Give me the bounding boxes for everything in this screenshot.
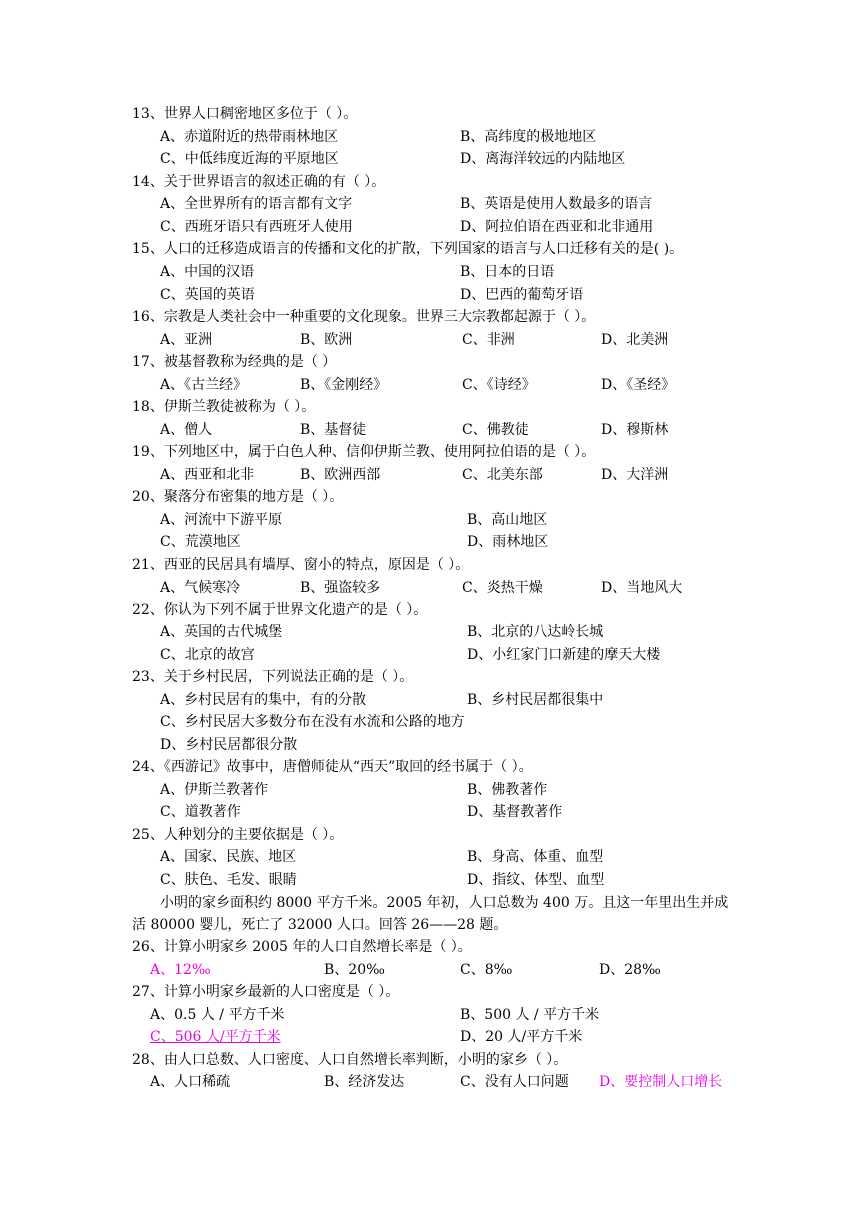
q22-option-b: B、北京的八达岭长城 [467,624,604,640]
q26-option-d: D、28‰ [599,962,661,978]
q17-option-c: C、《诗经》 [462,377,536,393]
q20-option-d: D、雨林地区 [467,534,549,550]
question-20: 20、聚落分布密集的地方是（ ）。 [132,489,344,505]
q23-option-d: D、乡村民居都很分散 [160,737,298,753]
q27-option-c: C、506 人/平方千米 [150,1029,281,1045]
q20-option-a: A、河流中下游平原 [160,512,283,528]
q26-option-b: B、20‰ [324,962,385,978]
q22-option-d: D、小红家门口新建的摩天大楼 [467,647,661,663]
q19-option-c: C、北美东部 [462,467,543,483]
q25-option-a: A、国家、民族、地区 [160,849,297,865]
q17-option-b: B、《金刚经》 [300,377,388,393]
q20-option-c: C、荒漠地区 [160,534,241,550]
question-13: 13、世界人口稠密地区多位于（ ）。 [132,106,358,122]
q15-option-a: A、中国的汉语 [160,264,255,280]
question-23: 23、关于乡村民居，下列说法正确的是（ ）。 [132,669,414,685]
q24-option-b: B、佛教著作 [467,782,548,798]
question-16: 16、宗教是人类社会中一种重要的文化现象。世界三大宗教都起源于（ ）。 [132,309,596,325]
q23-option-a: A、乡村民居有的集中，有的分散 [160,692,367,708]
q28-option-b: B、经济发达 [324,1074,405,1090]
q14-option-c: C、西班牙语只有西班牙人使用 [160,219,353,235]
q16-option-d: D、北美洲 [601,332,669,348]
q16-option-a: A、亚洲 [160,332,213,348]
question-19: 19、下列地区中，属于白色人种、信仰伊斯兰教、使用阿拉伯语的是（ ）。 [132,444,596,460]
q25-option-c: C、肤色、毛发、眼睛 [160,872,297,888]
q13-option-c: C、中低纬度近海的平原地区 [160,151,339,167]
question-28: 28、由人口总数、人口密度、人口自然增长率判断，小明的家乡（ ）。 [132,1052,568,1068]
q14-option-a: A、全世界所有的语言都有文字 [160,196,353,212]
reading-passage: 小明的家乡面积约 8000 平方千米。2005 年初，人口总数为 400 万。且这一年里出生并成活 80000 婴儿，死亡了 32000 人口。回答 26——28 题。 [132,895,729,933]
q25-option-b: B、身高、体重、血型 [467,849,604,865]
q24-option-a: A、伊斯兰教著作 [160,782,269,798]
q23-option-b: B、乡村民居都很集中 [467,692,604,708]
q20-option-b: B、高山地区 [467,512,548,528]
q21-option-c: C、炎热干燥 [462,580,543,596]
q19-option-a: A、西亚和北非 [160,467,255,483]
q18-option-a: A、僧人 [160,422,213,438]
q15-option-c: C、英国的英语 [160,287,255,303]
q22-option-c: C、北京的故宫 [160,647,255,663]
question-15: 15、人口的迁移造成语言的传播和文化的扩散，下列国家的语言与人口迁移有关的是( )。 [132,241,684,257]
q16-option-c: C、非洲 [462,332,515,348]
question-14: 14、关于世界语言的叙述正确的有（ ）。 [132,174,386,190]
q18-option-c: C、佛教徒 [462,422,529,438]
q28-option-d: D、要控制人口增长 [599,1074,723,1090]
q13-option-b: B、高纬度的极地地区 [460,129,597,145]
q21-option-d: D、当地风大 [601,580,683,596]
q24-option-d: D、基督教著作 [467,804,563,820]
q27-option-b: B、500 人 / 平方千米 [460,1007,600,1023]
q21-option-b: B、强盗较多 [300,580,381,596]
question-21: 21、西亚的民居具有墙厚、窗小的特点，原因是（ ）。 [132,557,470,573]
q15-option-d: D、巴西的葡萄牙语 [460,287,584,303]
q23-option-c: C、乡村民居大多数分布在没有水流和公路的地方 [160,714,465,730]
q16-option-b: B、欧洲 [300,332,353,348]
q25-option-d: D、指纹、体型、血型 [467,872,605,888]
q19-option-b: B、欧洲西部 [300,467,381,483]
q21-option-a: A、气候寒冷 [160,580,241,596]
q27-option-a: A、0.5 人 / 平方千米 [150,1007,285,1023]
question-26: 26、计算小明家乡 2005 年的人口自然增长率是（ ）。 [132,939,472,955]
q28-option-a: A、人口稀疏 [150,1074,231,1090]
q17-option-d: D、《圣经》 [601,377,676,393]
question-18: 18、伊斯兰教徒被称为（ ）。 [132,399,316,415]
q18-option-b: B、基督徒 [300,422,367,438]
q19-option-d: D、大洋洲 [601,467,669,483]
q24-option-c: C、道教著作 [160,804,241,820]
q13-option-a: A、赤道附近的热带雨林地区 [160,129,339,145]
question-24: 24、《西游记》故事中，唐僧师徒从“西天”取回的经书属于（ ）。 [132,759,533,775]
q14-option-d: D、阿拉伯语在西亚和北非通用 [460,219,654,235]
question-25: 25、人种划分的主要依据是（ ）。 [132,827,344,843]
q14-option-b: B、英语是使用人数最多的语言 [460,196,653,212]
q27-option-d: D、20 人/平方千米 [460,1029,583,1045]
q28-option-c: C、没有人口问题 [460,1074,569,1090]
q15-option-b: B、日本的日语 [460,264,555,280]
q18-option-d: D、穆斯林 [601,422,669,438]
q17-option-a: A、《古兰经》 [160,377,248,393]
question-27: 27、计算小明家乡最新的人口密度是（ ）。 [132,984,400,1000]
q22-option-a: A、英国的古代城堡 [160,624,283,640]
q26-option-a: A、12‰ [150,962,211,978]
question-17: 17、被基督教称为经典的是（ ） [132,354,337,370]
q13-option-d: D、离海洋较远的内陆地区 [460,151,626,167]
question-22: 22、你认为下列不属于世界文化遗产的是（ ）。 [132,602,428,618]
q26-option-c: C、8‰ [460,962,513,978]
